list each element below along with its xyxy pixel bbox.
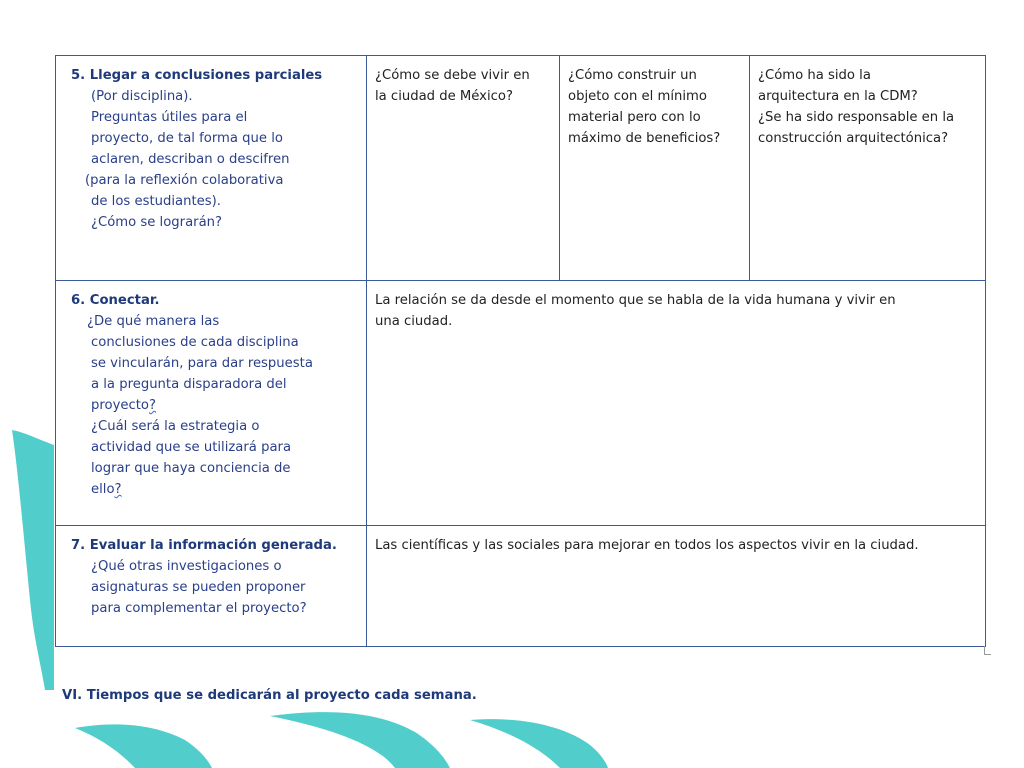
evaluate-label-cell [56, 526, 367, 647]
evaluate-line: ¿Qué otras investigaciones o [91, 559, 282, 574]
architecture-question-line: ¿Se ha sido responsable en la [758, 110, 955, 125]
paragraph-corner-mark [984, 646, 991, 655]
section-heading: VI. Tiempos que se dedicarán al proyecto cada semana. [62, 688, 477, 703]
architecture-question-cell [750, 56, 986, 281]
connect-answer-line: La relación se da desde el momento que se habla de la vida humana y vivir en [375, 293, 896, 308]
connect-line: conclusiones de cada disciplina [91, 335, 299, 350]
connect-line: ¿Cuál será la estrategia o [91, 419, 260, 434]
evaluate-line: para complementar el proyecto? [91, 601, 307, 616]
bottom-teal-stroke-3 [470, 719, 608, 768]
spellcheck-mark: ? [148, 398, 156, 413]
living-question-line: ¿Cómo se debe vivir en [375, 68, 530, 83]
table-row-connect [56, 281, 986, 526]
connect-line-with-mark [71, 395, 358, 416]
connect-line: proyecto [91, 398, 149, 413]
architecture-question-line: construcción arquitectónica? [758, 131, 949, 146]
bottom-teal-stroke-1 [75, 724, 212, 768]
partial-conclusions-line: (para la reflexión colaborativa [85, 173, 284, 188]
partial-conclusions-line: de los estudiantes). [91, 194, 221, 209]
partial-conclusions-title: 5. Llegar a conclusiones parciales [71, 68, 323, 83]
partial-conclusions-line: proyecto, de tal forma que lo [91, 131, 283, 146]
connect-line-with-mark [71, 479, 358, 500]
project-planning-table [55, 55, 986, 647]
partial-conclusions-line: aclaren, describan o descifren [91, 152, 290, 167]
evaluate-answer-line: Las científicas y las sociales para mejorar en todos los aspectos vivir en la ciudad. [375, 538, 919, 553]
construction-question-cell [560, 56, 750, 281]
connect-title: 6. Conectar. [71, 293, 160, 308]
partial-conclusions-label-cell [56, 56, 367, 281]
connect-line: actividad que se utilizará para [91, 440, 292, 455]
spellcheck-mark: ? [114, 482, 122, 497]
living-question-cell [367, 56, 560, 281]
partial-conclusions-line: (Por disciplina). [91, 89, 193, 104]
construction-question-line: ¿Cómo construir un [568, 68, 697, 83]
left-teal-stroke [12, 430, 54, 690]
connect-line: a la pregunta disparadora del [91, 377, 287, 392]
connect-answer-line: una ciudad. [375, 314, 453, 329]
evaluate-answer-cell [367, 526, 986, 647]
partial-conclusions-line: Preguntas útiles para el [91, 110, 248, 125]
table-row-evaluate [56, 526, 986, 647]
partial-conclusions-line: ¿Cómo se lograrán? [91, 215, 223, 230]
connect-line: se vincularán, para dar respuesta [91, 356, 313, 371]
table-row-partial-conclusions [56, 56, 986, 281]
construction-question-line: máximo de beneficios? [568, 131, 721, 146]
connect-line: ello [91, 482, 115, 497]
construction-question-line: objeto con el mínimo [568, 89, 707, 104]
connect-answer-cell [367, 281, 986, 526]
connect-line: lograr que haya conciencia de [91, 461, 291, 476]
connect-label-cell [56, 281, 367, 526]
living-question-line: la ciudad de México? [375, 89, 513, 104]
architecture-question-line: arquitectura en la CDM? [758, 89, 918, 104]
construction-question-line: material pero con lo [568, 110, 701, 125]
evaluate-title: 7. Evaluar la información generada. [71, 538, 337, 553]
architecture-question-line: ¿Cómo ha sido la [758, 68, 871, 83]
evaluate-line: asignaturas se pueden proponer [91, 580, 306, 595]
bottom-teal-stroke-2 [270, 712, 450, 768]
connect-line: ¿De qué manera las [87, 314, 220, 329]
